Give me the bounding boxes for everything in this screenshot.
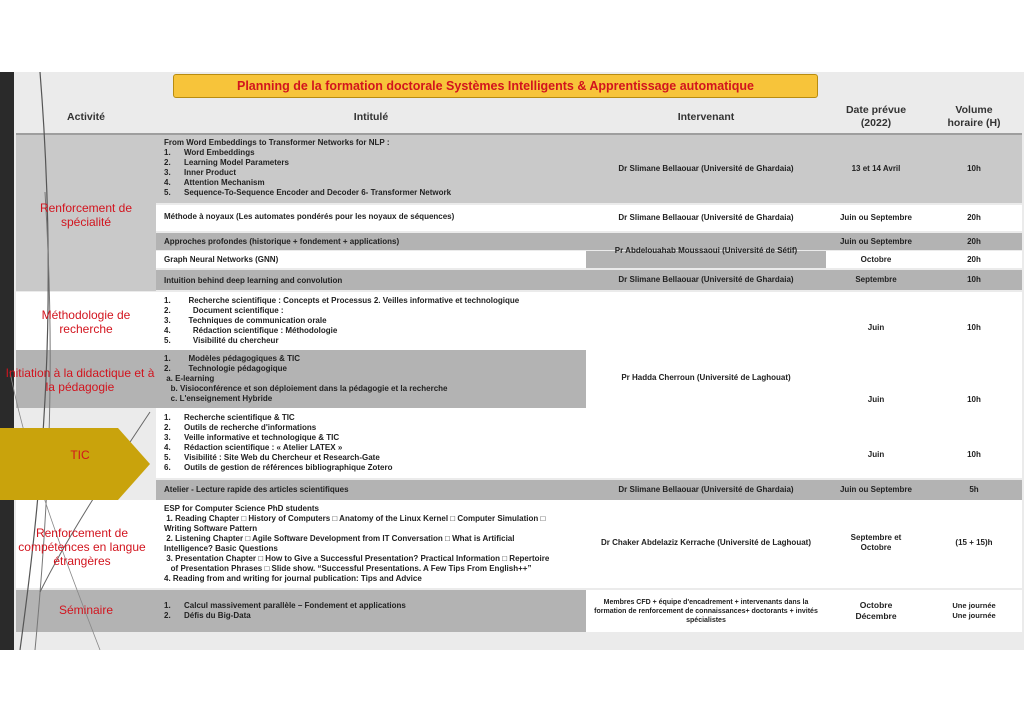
row7-item: c. L'enseignement Hybride: [164, 394, 273, 403]
row1-intitule: [164, 138, 584, 198]
row8-item: 4. Rédaction scientifique : « Atelier LATEX »: [164, 443, 343, 452]
row6-date: Juin: [867, 323, 885, 332]
row6-item: 5. Visibilité du chercheur: [164, 336, 279, 345]
row10-intitule: [164, 504, 584, 584]
header-volume: [926, 102, 1022, 132]
header-date-line1: Date prévue: [845, 103, 907, 116]
row10-date: Septembre et Octobre: [850, 533, 902, 552]
header-volume-line1: Volume: [955, 103, 993, 116]
row6-intitule: [164, 296, 584, 346]
row1-volume: 10h: [967, 164, 981, 173]
row6-item: 3. Techniques de communication orale: [164, 316, 327, 325]
row11-date2: Décembre: [855, 611, 897, 621]
row1-item: 4. Attention Mechanism: [164, 178, 265, 187]
page-title: Planning de la formation doctorale Systèmes Intelligents & Apprentissage automatique: [173, 74, 818, 98]
row10-item: 1. Reading Chapter □ History of Computers □ Anatomy of the Linux Kernel □ Computer Simulation □: [164, 514, 546, 523]
row8-item: 6. Outils de gestion de références bibliographique Zotero: [164, 463, 393, 472]
row3-volume: 20h: [967, 236, 981, 246]
row1-item: 5. Sequence-To-Sequence Encoder and Decoder 6- Transformer Network: [164, 188, 452, 197]
row5-intitule: Intuition behind deep learning and convolution: [164, 276, 343, 285]
row1-date: 13 et 14 Avril: [851, 164, 901, 173]
row8-date: Juin: [867, 450, 885, 459]
row6-volume: 10h: [967, 323, 981, 332]
row7-item: a. E-learning: [164, 374, 215, 383]
category-tic: TIC: [70, 448, 90, 462]
header-intervenant: Intervenant: [677, 111, 735, 124]
row7-intitule: [164, 354, 584, 404]
row5-volume: 10h: [967, 275, 981, 284]
header-volume-line2: horaire (H): [947, 117, 1001, 129]
row6-item: 4. Rédaction scientifique : Méthodologie: [164, 326, 338, 335]
row6-item: 1. Recherche scientifique : Concepts et Processus 2. Veilles informative et technologique: [164, 296, 520, 305]
row8-intitule: [164, 413, 584, 473]
row7-date: Juin: [867, 395, 885, 404]
row9-intervenant: Dr Slimane Bellaouar (Université de Ghardaia): [618, 485, 794, 494]
row10-item: of Presentation Phrases □ Slide show. “Successful Presentations. A Few Tips From English++”: [164, 564, 532, 573]
row8-item: 1. Recherche scientifique & TIC: [164, 413, 295, 422]
row4-volume: 20h: [967, 254, 981, 264]
row7-item: 2. Technologie pédagogique: [164, 364, 287, 373]
row1-intervenant: Dr Slimane Bellaouar (Université de Ghardaia): [618, 164, 794, 173]
row11-volume: [926, 601, 1022, 621]
row6-item: 2. Document scientifique :: [164, 306, 284, 315]
row7-item: b. Visioconférence et son déploiement dans la pédagogie et la recherche: [164, 384, 448, 393]
row2-intervenant: Dr Slimane Bellaouar (Université de Ghardaia): [618, 213, 794, 222]
header-intitule: Intitulé: [353, 111, 389, 124]
row1-intro: From Word Embeddings to Transformer Networks for NLP :: [164, 138, 390, 147]
row10-item: Intelligence? Basic Questions: [164, 544, 278, 553]
row2-intitule: Méthode à noyaux (Les automates pondérés pour les noyaux de séquences): [164, 212, 455, 221]
row11-item: 2. Défis du Big-Data: [164, 611, 251, 620]
row11-volume1: Une journée: [952, 601, 996, 610]
row9-date: Juin ou Septembre: [839, 485, 912, 494]
header-date-line2: (2022): [860, 117, 892, 129]
row11-volume2: Une journée: [952, 611, 996, 620]
category-methodologie: Méthodologie de recherche: [41, 308, 131, 336]
row8-item: 5. Visibilité : Site Web du Chercheur et Research-Gate: [164, 453, 380, 462]
row4-intitule: Graph Neural Networks (GNN): [164, 255, 279, 264]
row9-volume: 5h: [969, 485, 979, 494]
row8-item: 3. Veille informative et technologique & TIC: [164, 433, 340, 442]
row8-item: 2. Outils de recherche d'informations: [164, 423, 317, 432]
row3-intitule: Approches profondes (historique + fondement + applications): [164, 237, 400, 246]
row11-intitule: [164, 601, 584, 621]
row7-volume: 10h: [967, 395, 981, 404]
row5-intervenant: Dr Slimane Bellaouar (Université de Ghardaia): [618, 275, 794, 284]
row9-intitule: Atelier - Lecture rapide des articles scientifiques: [164, 485, 349, 494]
row11-date1: Octobre: [859, 600, 893, 610]
category-didactique: Initiation à la didactique et à la pédagogie: [5, 366, 155, 394]
category-renforcement: Renforcement de spécialité: [39, 201, 133, 229]
row8-volume: 10h: [967, 450, 981, 459]
row5-date: Septembre: [855, 275, 897, 284]
row678-intervenant: Pr Hadda Cherroun (Université de Laghouat): [621, 373, 791, 382]
row7-item: 1. Modèles pédagogiques & TIC: [164, 354, 301, 363]
row10-item: 4. Reading from and writing for journal publication: Tips and Advice: [164, 574, 422, 583]
row10-volume: (15 + 15)h: [955, 538, 993, 547]
row1-item: 3. Inner Product: [164, 168, 237, 177]
category-seminaire: Séminaire: [58, 603, 114, 617]
row10-intervenant: Dr Chaker Abdelaziz Kerrache (Université de Laghouat): [601, 538, 811, 547]
row10-item: 3. Presentation Chapter □ How to Give a Successful Presentation? Practical Information □ Repertoire: [164, 554, 550, 563]
row10-item: 2. Listening Chapter □ Agile Software Development from IT Conversation □ What is Artificial: [164, 534, 515, 543]
category-langue: Renforcement de compétences en langue étrangères: [18, 526, 146, 568]
row2-volume: 20h: [967, 213, 981, 222]
row2-date: Juin ou Septembre: [839, 213, 912, 222]
header-date: [826, 102, 926, 132]
row11-date: [826, 600, 926, 622]
row4-date: Octobre: [860, 254, 892, 264]
row34-intervenant: Pr Abdelouahab Moussaoui (Université de Sétif): [614, 245, 798, 255]
row1-item: 2. Learning Model Parameters: [164, 158, 289, 167]
row3-date: Juin ou Septembre: [839, 236, 912, 246]
row10-item: Writing Software Pattern: [164, 524, 258, 533]
row1-item: 1. Word Embeddings: [164, 148, 255, 157]
row11-item: 1. Calcul massivement parallèle – Fondement et applications: [164, 601, 406, 610]
header-activite: Activité: [67, 111, 105, 124]
row10-item: ESP for Computer Science PhD students: [164, 504, 319, 513]
row11-intervenant: Membres CFD + équipe d'encadrement + intervenants dans la formation de renforcement de connaissances+ doctorants + invités spécialistes: [594, 598, 818, 624]
